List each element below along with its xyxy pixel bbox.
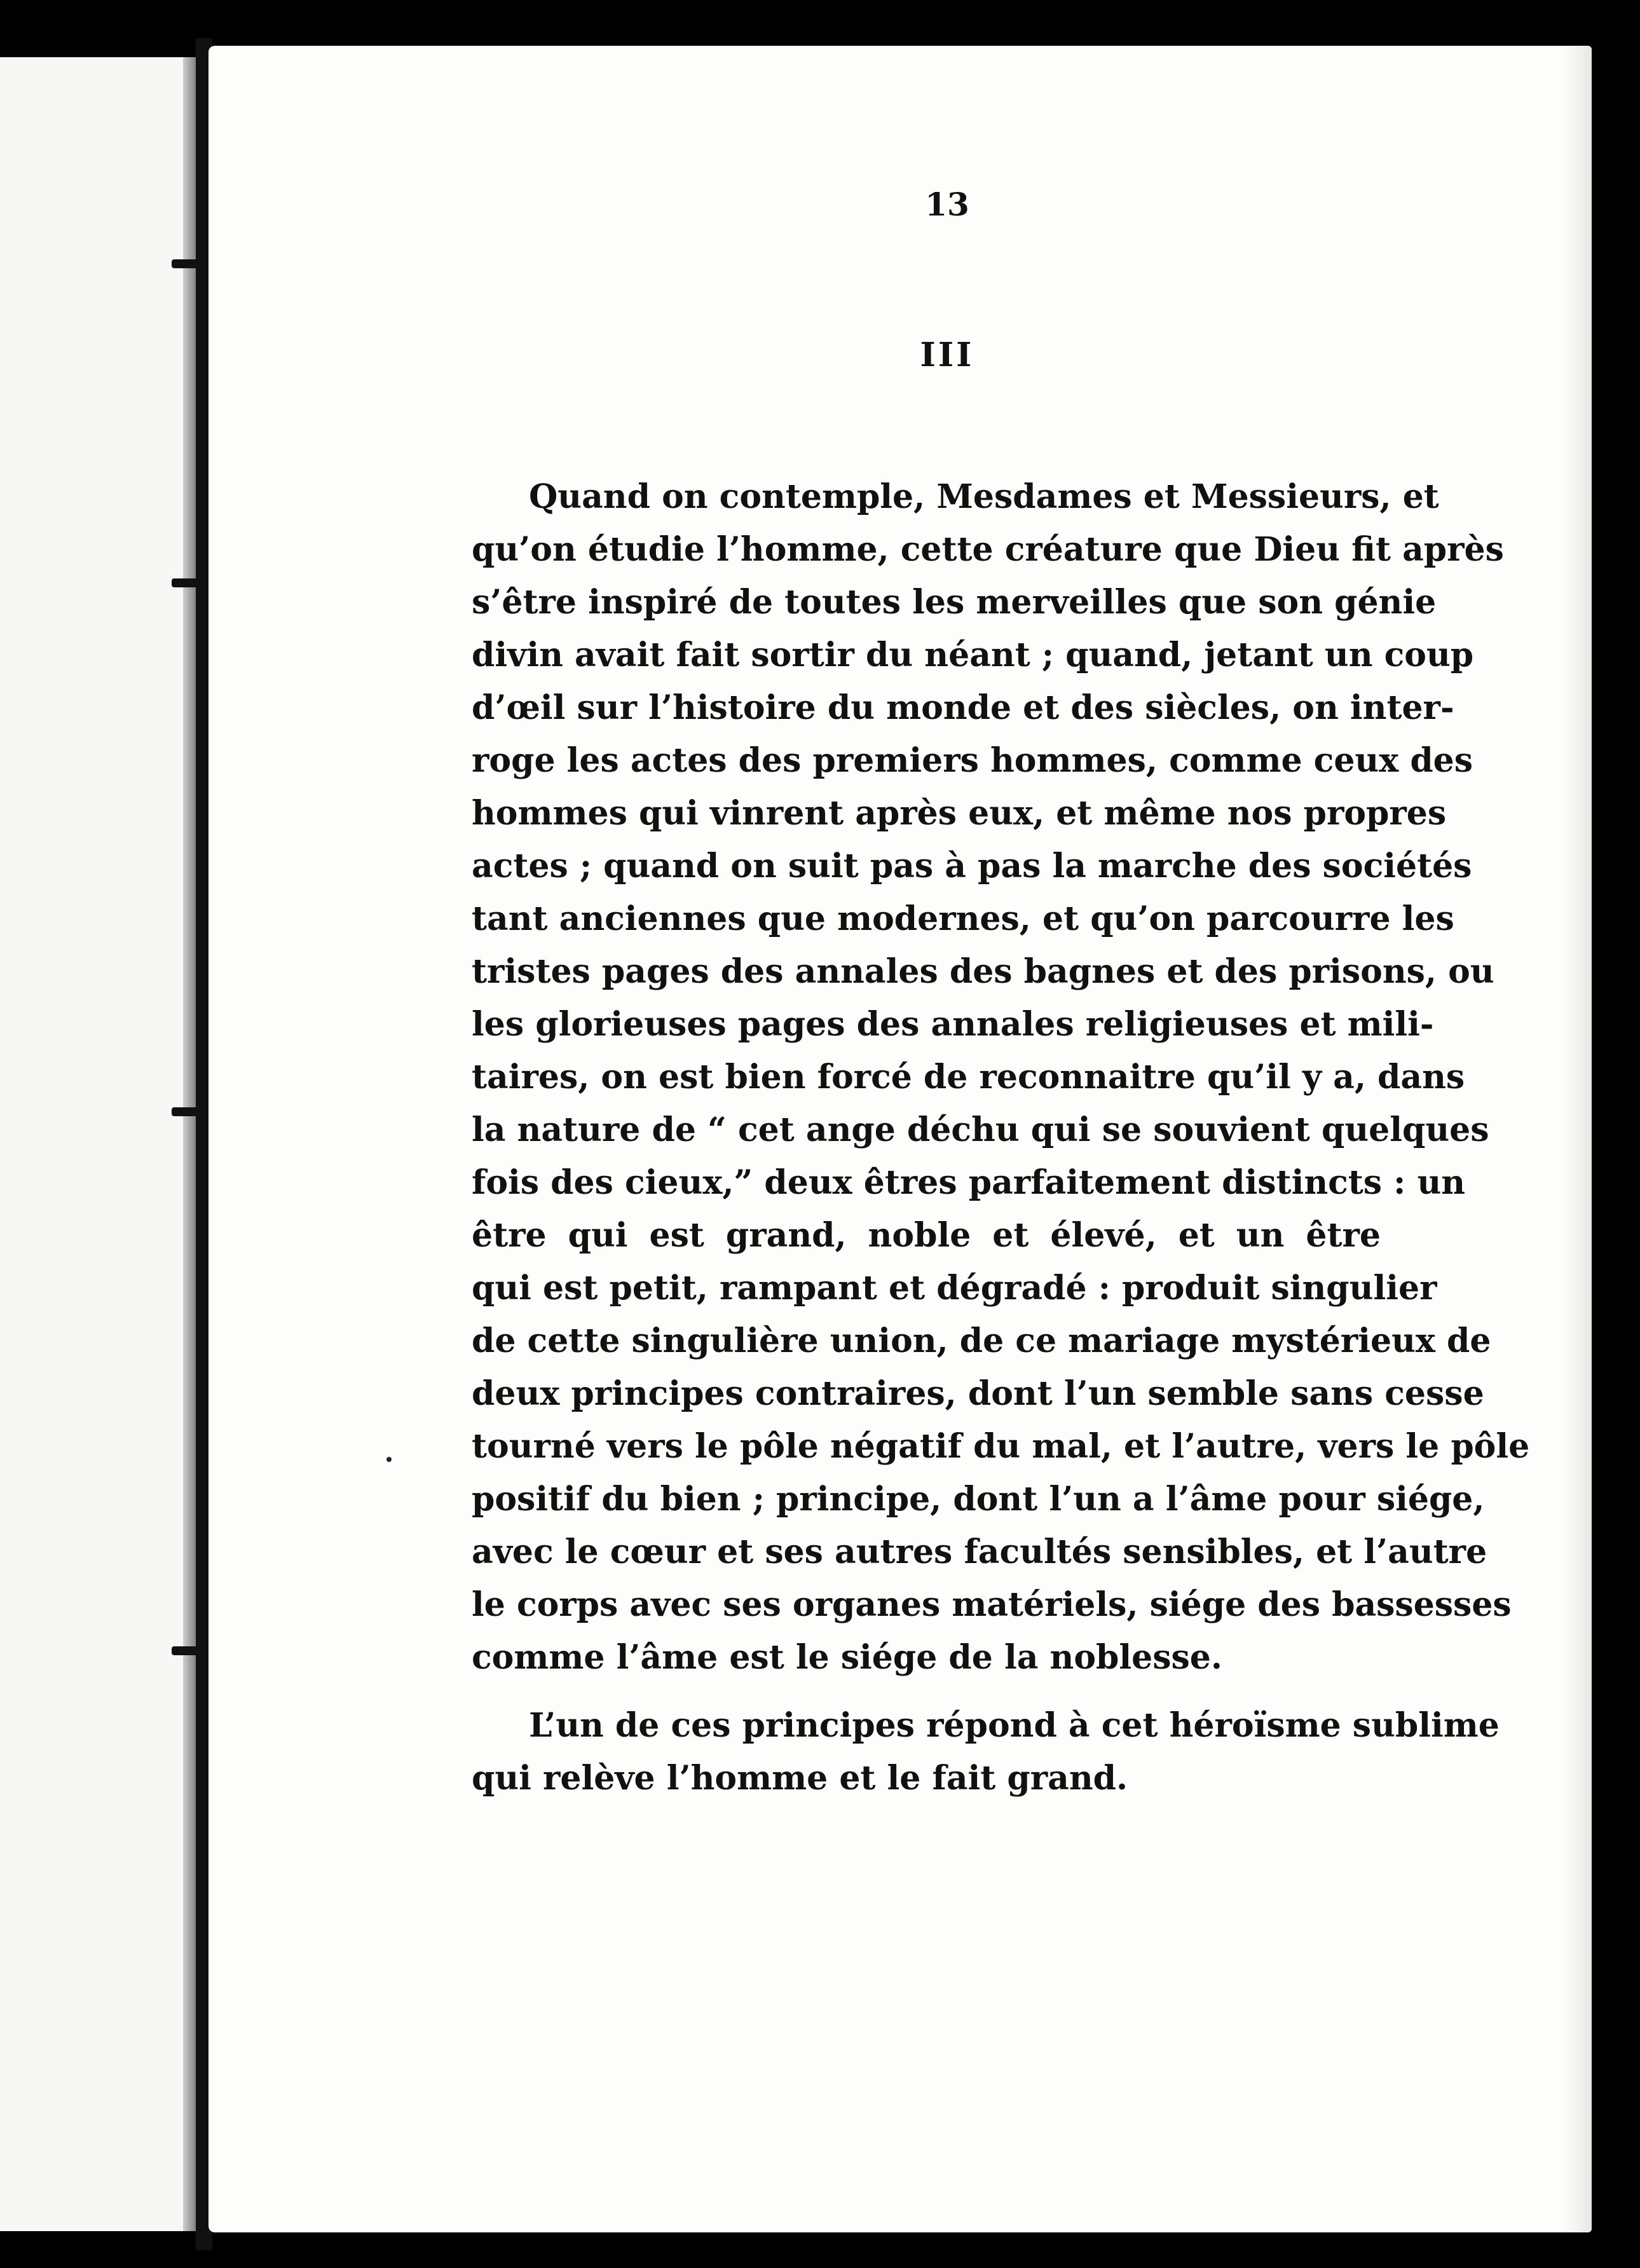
text-line: le corps avec ses organes matériels, siége des bassesses <box>472 1585 1512 1624</box>
text-line: actes ; quand on suit pas à pas la marche des sociétés <box>472 847 1472 885</box>
page-gutter-shadow <box>183 57 197 2231</box>
text-line: tourné vers le pôle négatif du mal, et l’autre, vers le pôle <box>472 1427 1530 1466</box>
page-right-edge <box>1564 46 1592 2232</box>
previous-page-edge <box>0 57 191 2231</box>
text-line: hommes qui vinrent après eux, et même nos propres <box>472 794 1447 833</box>
text-line: qui relève l’homme et le fait grand. <box>472 1759 1128 1798</box>
body-text <box>472 470 1530 1805</box>
text-line: taires, on est bien forcé de reconnaitre qu’il y a, dans <box>472 1058 1465 1096</box>
text-line: de cette singulière union, de ce mariage mystérieux de <box>472 1322 1491 1360</box>
text-line: d’œil sur l’histoire du monde et des siècles, on inter- <box>472 688 1454 727</box>
text-line: fois des cieux,” deux êtres parfaitement distincts : un <box>472 1163 1466 1202</box>
text-line: tant anciennes que modernes, et qu’on parcourre les <box>472 899 1454 938</box>
ink-speck <box>386 1457 392 1462</box>
text-line: tristes pages des annales des bagnes et des prisons, ou <box>472 952 1494 991</box>
text-line: qu’on étudie l’homme, cette créature que Dieu fit après <box>472 530 1504 569</box>
text-line: les glorieuses pages des annales religieuses et mili- <box>472 1005 1434 1044</box>
text-line: qui est petit, rampant et dégradé : produit singulier <box>472 1269 1437 1308</box>
page-number: 13 <box>925 186 969 223</box>
text-line: positif du bien ; principe, dont l’un a l’âme pour siége, <box>472 1480 1485 1519</box>
paragraph <box>472 1699 1500 1805</box>
paragraph <box>472 470 1530 1684</box>
section-heading: III <box>920 336 974 374</box>
text-line: Quand on contemple, Mesdames et Messieurs, et <box>529 477 1439 516</box>
text-line: comme l’âme est le siége de la noblesse. <box>472 1638 1222 1677</box>
text-line: roge les actes des premiers hommes, comme ceux des <box>472 741 1473 780</box>
text-line: L’un de ces principes répond à cet héroïsme sublime <box>529 1706 1500 1745</box>
text-line: deux principes contraires, dont l’un semble sans cesse <box>472 1374 1484 1413</box>
text-line: s’être inspiré de toutes les merveilles que son génie <box>472 583 1437 622</box>
text-line: être qui est grand, noble et élevé, et un être <box>472 1216 1381 1255</box>
text-line: divin avait fait sortir du néant ; quand, jetant un coup <box>472 636 1474 674</box>
text-line: avec le cœur et ses autres facultés sensibles, et l’autre <box>472 1533 1487 1571</box>
text-line: la nature de “ cet ange déchu qui se souvient quelques <box>472 1110 1489 1149</box>
